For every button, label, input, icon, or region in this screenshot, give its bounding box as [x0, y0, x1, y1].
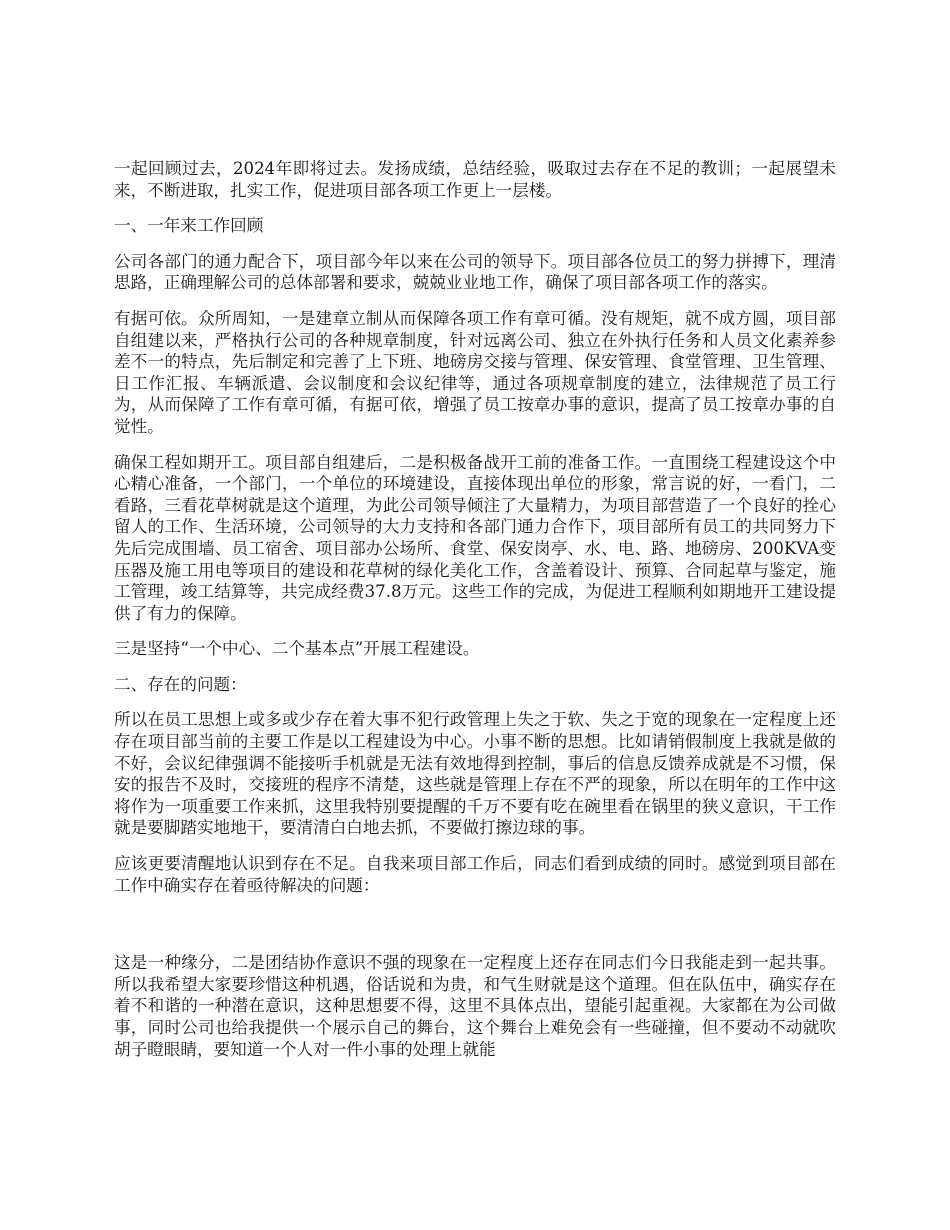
paragraph-gap: [114, 910, 836, 952]
teamwork-paragraph: 这是一种缘分，二是团结协作意识不强的现象在一定程度上还存在同志们今日我能走到一起共事。所以我希望大家要珍惜这种机遇，俗话说和为贵，和气生财就是这个道理。但在队伍中，确实存在着不和谐的一种潜在意识，这种思想要不得，这里不具体点出，望能引起重视。大家都在为公司做事，同时公司也给我提供一个展示自己的舞台，这个舞台上难免会有一些碰撞，但不要动不动就吹胡子瞪眼睛，要知道一个人对一件小事的处理上就能: [114, 953, 836, 1059]
review-paragraph: 公司各部门的通力配合下，项目部今年以来在公司的领导下。项目部各位员工的努力拼搏下，理清思路，正确理解公司的总体部署和要求，兢兢业业地工作，确保了项目部各项工作的落实。: [114, 251, 836, 293]
document-body: [114, 158, 836, 1074]
intro-paragraph: 一起回顾过去，2024年即将过去。发扬成绩，总结经验，吸取过去存在不足的教训；一起展望未来，不断进取，扎实工作，促进项目部各项工作更上一层楼。: [114, 159, 836, 200]
section-heading-problems: 二、存在的问题：: [114, 674, 247, 694]
principle-line: 三是坚持“一个中心、二个基本点”开展工程建设。: [114, 639, 480, 659]
construction-paragraph: 确保工程如期开工。项目部自组建后，二是积极备战开工前的准备工作。一直围绕工程建设这个中心精心准备，一个部门，一个单位的环境建设，直接体现出单位的形象，常言说的好，一看门，二看路，三看花草树就是这个道理，为此公司领导倾注了大量精力，为项目部营造了一个良好的拴心留人的工作、生活环境，公司领导的大力支持和各部门通力合作下，项目部所有员工的共同努力下先后完成围墙、员工宿舍、项目部办公场所、食堂、保安岗亭、水、电、路、地磅房、200KVA变压器及施工用电等项目的建设和花草树的绿化美化工作，含盖着设计、预算、合同起草与鉴定，施工管理，竣工结算等，共完成经费37.8万元。这些工作的完成，为促进工程顺利如期地开工建设提供了有力的保障。: [114, 452, 836, 623]
awareness-paragraph: 应该更要清醒地认识到存在不足。自我来项目部工作后，同志们看到成绩的同时。感觉到项目部在工作中确实存在着亟待解决的问题：: [114, 854, 836, 895]
section-heading-review: 一、一年来工作回顾: [114, 216, 264, 236]
problems-paragraph: 所以在员工思想上或多或少存在着大事不犯行政管理上失之于软、失之于宽的现象在一定程度上还存在项目部当前的主要工作是以工程建设为中心。小事不断的思想。比如请销假制度上我就是做的不好，会议纪律强调不能接听手机就是无法有效地得到控制，事后的信息反馈养成就是不习惯，保安的报告不及时，交接班的程序不清楚，这些就是管理上存在不严的现象，所以在明年的工作中这将作为一项重要工作来抓，这里我特别要提醒的千万不要有吃在碗里看在锅里的狭义意识，干工作就是要脚踏实地地干，要清清白白地去抓，不要做打擦边球的事。: [114, 710, 836, 838]
rules-paragraph: 有据可依。众所周知，一是建章立制从而保障各项工作有章可循。没有规矩，就不成方圆，项目部自组建以来，严格执行公司的各种规章制度，针对远离公司、独立在外执行任务和人员文化素养参差不一的特点，先后制定和完善了上下班、地磅房交接与管理、保安管理、食堂管理、卫生管理、日工作汇报、车辆派遣、会议制度和会议纪律等，通过各项规章制度的建立，法律规范了员工行为，从而保障了工作有章可循，有据可依，增强了员工按章办事的意识，提高了员工按章办事的自觉性。: [114, 308, 836, 436]
